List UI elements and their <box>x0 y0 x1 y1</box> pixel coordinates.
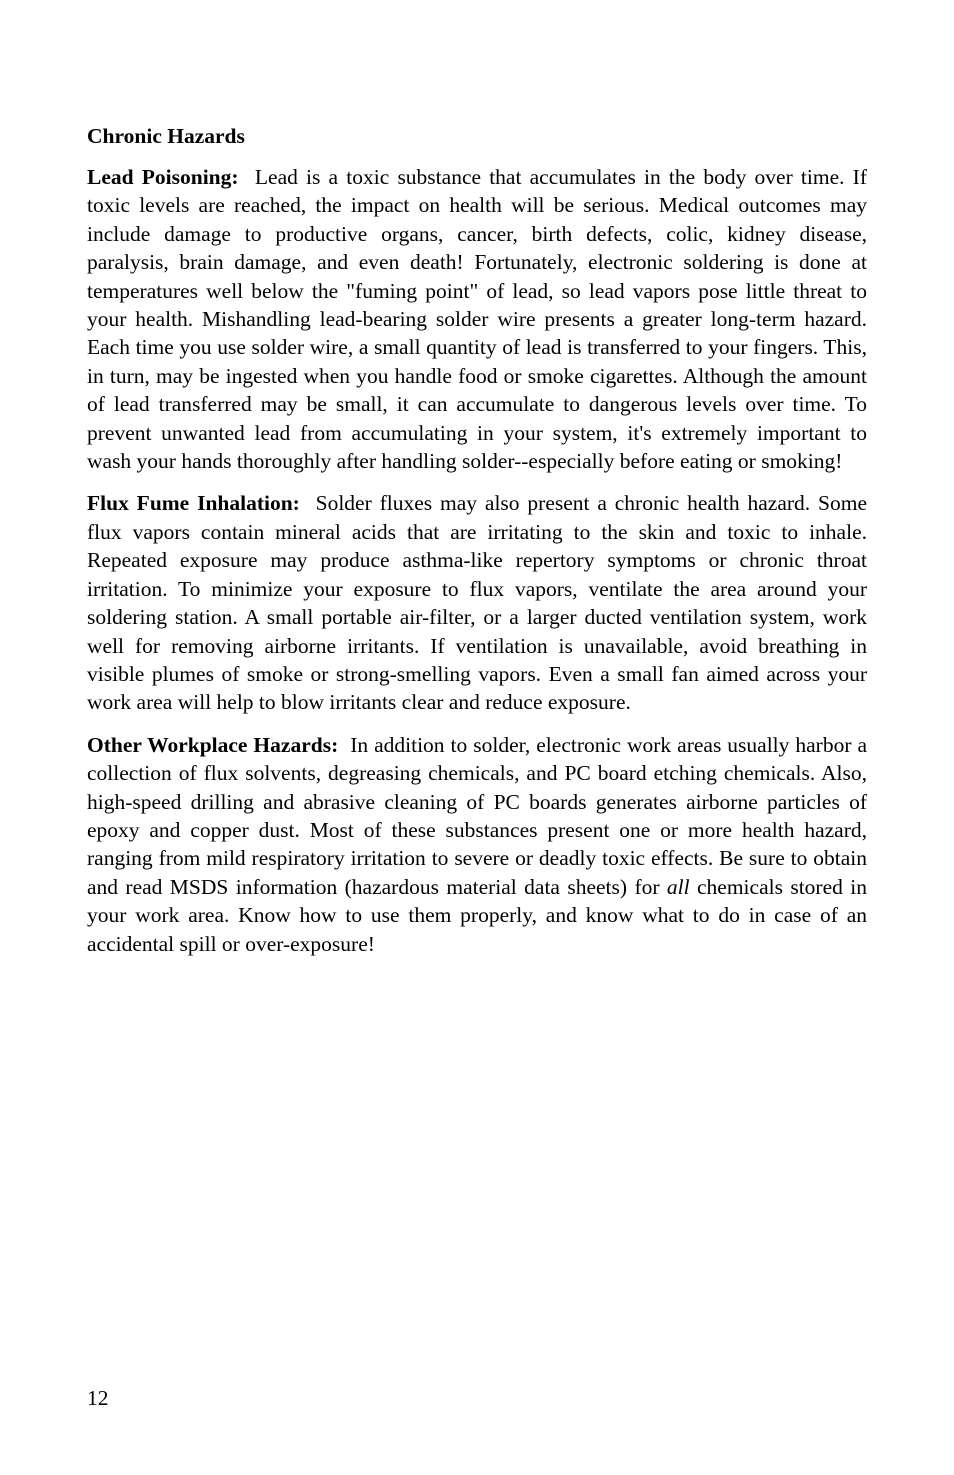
paragraph-flux-fume-inhalation <box>87 489 867 716</box>
section-heading: Chronic Hazards <box>87 124 245 148</box>
page-number: 12 <box>87 1386 109 1410</box>
paragraph-body-part-1: In addition to solder, electronic work areas usually harbor a collection of flux solvents, degreasing chemicals, and PC board etching chemicals. Also, high-speed drilling and abrasive cleaning of PC boards generates airborne particles of epoxy and copper dust. Most of these substances present one or more health hazard, ranging from mild respiratory irritation to severe or deadly toxic effects. Be sure to obtain and read MSDS information (hazardous material data sheets) for <box>87 732 868 899</box>
paragraph-body: Solder fluxes may also present a chronic health hazard. Some flux vapors contain mineral acids that are irritating to the skin and toxic to inhale. Repeated exposure may produce asthma-like repertory symptoms or chronic throat irritation. To minimize your exposure to flux vapors, ventilate the area around your soldering station. A small portable air-filter, or a larger ducted ventilation system, work well for removing airborne irritants. If ventilation is unavailable, avoid breathing in visible plumes of smoke or strong-smelling vapors. Even a small fan aimed across your work area will help to blow irritants clear and reduce exposure. <box>87 491 868 715</box>
paragraph-body-part-2: chemicals stored in your work area. Know how to use them properly, and know what to do in case of an accidental spill or over-exposure! <box>87 874 867 956</box>
paragraph-lead-label: Other Workplace Hazards: <box>87 732 339 757</box>
page-content <box>87 121 867 972</box>
paragraph-body: Lead is a toxic substance that accumulates in the body over time. If toxic levels are reached, the impact on health will be serious. Medical outcomes may include damage to productive organs, cancer, birth defects, colic, kidney disease, paralysis, brain damage, and even death! Fortunately, electronic soldering is done at temperatures well below the "fuming point" of lead, so lead vapors pose little threat to your health. Mishandling lead-bearing solder wire presents a greater long-term hazard. Each time you use solder wire, a small quantity of lead is transferred to your fingers. This, in turn, may be ingested when you handle food or smoke cigarettes. Although the amount of lead transferred may be small, it can accumulate to dangerous levels over time. To prevent unwanted lead from accumulating in your system, it's extremely important to wash your hands thoroughly after handling solder--especially before eating or smoking! <box>87 165 867 474</box>
emphasis-all: all <box>666 874 690 899</box>
paragraph-lead-poisoning <box>87 163 867 475</box>
paragraph-lead-label: Lead Poisoning: <box>87 165 239 189</box>
paragraph-lead-label: Flux Fume Inhalation: <box>87 491 300 516</box>
paragraph-other-workplace-hazards <box>87 731 867 958</box>
